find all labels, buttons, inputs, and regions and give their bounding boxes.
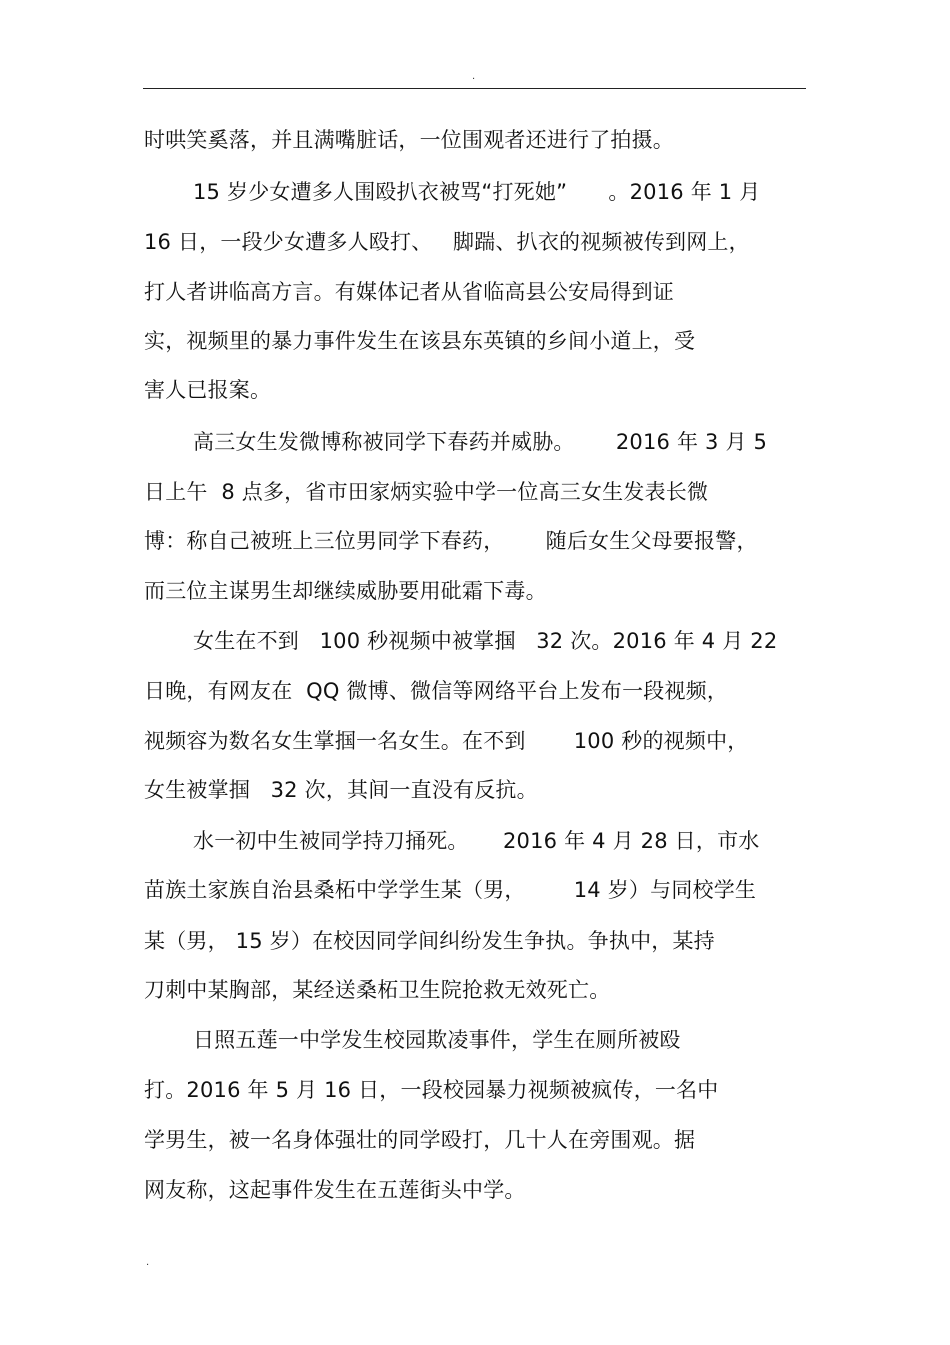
text-line: 女生在不到 100 秒视频中被掌掴 32 次。2016 年 4 月 22	[193, 629, 778, 653]
text-line: 15 岁少女遭多人围殴扒衣被骂“打死她” 。2016 年 1 月	[193, 180, 761, 204]
text-line: 时哄笑奚落，并且满嘴脏话，一位围观者还进行了拍摄。	[144, 128, 674, 152]
text-line: 苗族土家族自治县桑柘中学学生某（男， 14 岁）与同校学生	[144, 878, 757, 902]
text-line: 水一初中生被同学持刀捅死。 2016 年 4 月 28 日，市水	[193, 829, 760, 853]
text-line: 16 日，一段少女遭多人殴打、 脚踹、扒衣的视频被传到网上，	[144, 230, 750, 254]
text-line: 某（男， 15 岁）在校因同学间纠纷发生争执。争执中，某持	[144, 929, 715, 953]
text-line: 女生被掌掴 32 次，其间一直没有反抗。	[144, 778, 538, 802]
text-line: 学男生，被一名身体强壮的同学殴打，几十人在旁围观。据	[144, 1128, 696, 1152]
text-line: 刀刺中某胸部，某经送桑柘卫生院抢救无效死亡。	[144, 978, 611, 1002]
header-dot: .	[472, 71, 476, 82]
text-line: 打。2016 年 5 月 16 日，一段校园暴力视频被疯传，一名中	[144, 1078, 719, 1102]
text-line: 日上午 8 点多，省市田家炳实验中学一位高三女生发表长微	[144, 480, 709, 504]
text-line: 视频容为数名女生掌掴一名女生。在不到 100 秒的视频中，	[144, 729, 749, 753]
text-line: 打人者讲临高方言。有媒体记者从省临高县公安局得到证	[144, 280, 674, 304]
text-line: 日晚，有网友在 QQ 微博、微信等网络平台上发布一段视频，	[144, 679, 729, 703]
text-line: 网友称，这起事件发生在五莲街头中学。	[144, 1178, 526, 1202]
footer-dot: .	[146, 1257, 150, 1268]
header-rule	[143, 88, 806, 89]
text-line: 而三位主谋男生却继续威胁要用砒霜下毒。	[144, 579, 547, 603]
text-line: 博：称自己被班上三位男同学下春药， 随后女生父母要报警，	[144, 529, 758, 553]
text-line: 高三女生发微博称被同学下春药并威胁。 2016 年 3 月 5	[193, 430, 768, 454]
text-line: 日照五莲一中学发生校园欺凌事件，学生在厕所被殴	[193, 1028, 681, 1052]
text-line: 害人已报案。	[144, 378, 272, 402]
text-line: 实，视频里的暴力事件发生在该县东英镇的乡间小道上，受	[144, 329, 696, 353]
